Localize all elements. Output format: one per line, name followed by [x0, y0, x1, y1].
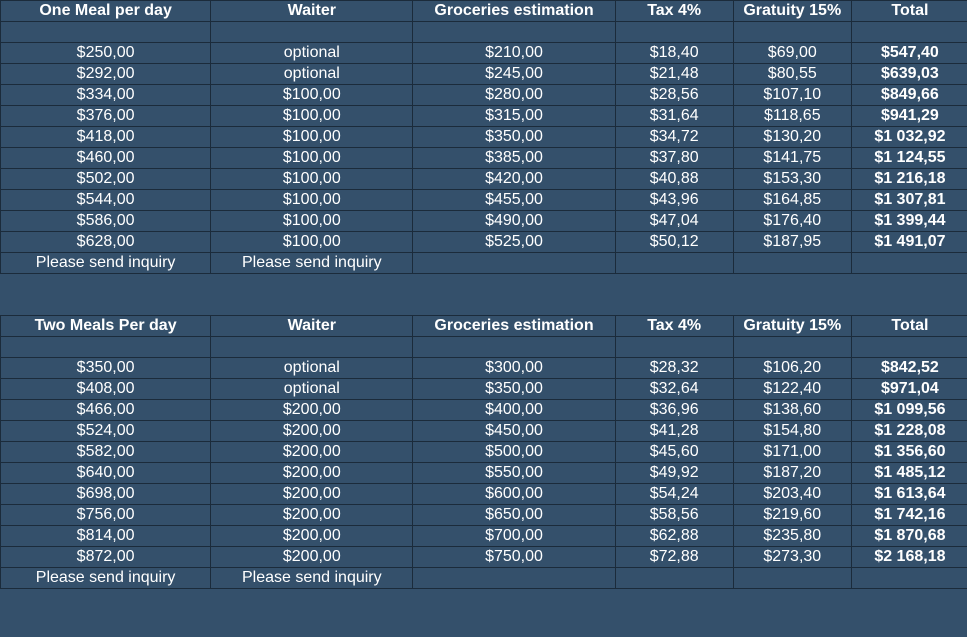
table-row: [1, 211, 967, 232]
table-row: [1, 379, 967, 400]
data-cell[interactable]: $544,00: [1, 190, 211, 211]
total-cell[interactable]: $1 742,16: [851, 505, 967, 526]
section-header-row: [1, 1, 967, 22]
data-cell[interactable]: $418,00: [1, 127, 211, 148]
data-cell[interactable]: optional: [211, 358, 413, 379]
empty-cell[interactable]: [413, 568, 615, 589]
data-cell[interactable]: optional: [211, 379, 413, 400]
data-cell[interactable]: $138,60: [733, 400, 851, 421]
data-cell[interactable]: $31,64: [615, 106, 733, 127]
data-cell[interactable]: $40,88: [615, 169, 733, 190]
data-cell[interactable]: optional: [211, 43, 413, 64]
spacer-row: [1, 274, 967, 316]
data-cell[interactable]: $43,96: [615, 190, 733, 211]
data-cell[interactable]: $450,00: [413, 421, 615, 442]
table-row: [1, 505, 967, 526]
total-cell[interactable]: $971,04: [851, 379, 967, 400]
column-header[interactable]: Gratuity 15%: [733, 316, 851, 337]
table-row: [1, 547, 967, 568]
column-header[interactable]: One Meal per day: [1, 1, 211, 22]
data-cell[interactable]: $600,00: [413, 484, 615, 505]
data-cell[interactable]: $100,00: [211, 169, 413, 190]
data-cell[interactable]: $164,85: [733, 190, 851, 211]
data-cell[interactable]: $420,00: [413, 169, 615, 190]
empty-cell[interactable]: [851, 568, 967, 589]
data-cell[interactable]: $154,80: [733, 421, 851, 442]
data-cell[interactable]: $200,00: [211, 484, 413, 505]
data-cell[interactable]: $350,00: [413, 127, 615, 148]
data-cell[interactable]: $250,00: [1, 43, 211, 64]
total-cell[interactable]: $1 228,08: [851, 421, 967, 442]
empty-cell[interactable]: [733, 253, 851, 274]
table-row: [1, 85, 967, 106]
table-row: [1, 64, 967, 85]
data-cell[interactable]: $100,00: [211, 85, 413, 106]
total-cell[interactable]: $1 307,81: [851, 190, 967, 211]
table-row: [1, 127, 967, 148]
spacer-cell: [1, 274, 967, 316]
table-row: [1, 358, 967, 379]
column-header[interactable]: Total: [851, 1, 967, 22]
empty-cell[interactable]: [1, 337, 211, 358]
data-cell[interactable]: $37,80: [615, 148, 733, 169]
total-cell[interactable]: $2 168,18: [851, 547, 967, 568]
data-cell[interactable]: $350,00: [413, 379, 615, 400]
empty-cell[interactable]: [851, 337, 967, 358]
data-cell[interactable]: $490,00: [413, 211, 615, 232]
table-row: [1, 148, 967, 169]
table-row: [1, 106, 967, 127]
data-cell[interactable]: $814,00: [1, 526, 211, 547]
total-cell[interactable]: $849,66: [851, 85, 967, 106]
data-cell[interactable]: $502,00: [1, 169, 211, 190]
data-cell[interactable]: $280,00: [413, 85, 615, 106]
data-cell[interactable]: $49,92: [615, 463, 733, 484]
total-cell[interactable]: $1 099,56: [851, 400, 967, 421]
empty-cell[interactable]: [615, 337, 733, 358]
data-cell[interactable]: $107,10: [733, 85, 851, 106]
total-cell[interactable]: $1 399,44: [851, 211, 967, 232]
total-cell[interactable]: $1 124,55: [851, 148, 967, 169]
data-cell[interactable]: $153,30: [733, 169, 851, 190]
data-cell[interactable]: $700,00: [413, 526, 615, 547]
data-cell[interactable]: $210,00: [413, 43, 615, 64]
empty-cell[interactable]: [211, 337, 413, 358]
total-cell[interactable]: $941,29: [851, 106, 967, 127]
data-cell[interactable]: $750,00: [413, 547, 615, 568]
table-row: [1, 421, 967, 442]
total-cell[interactable]: $639,03: [851, 64, 967, 85]
data-cell[interactable]: $34,72: [615, 127, 733, 148]
data-cell[interactable]: $350,00: [1, 358, 211, 379]
inquiry-row: [1, 253, 967, 274]
empty-cell[interactable]: [1, 22, 211, 43]
total-cell[interactable]: $1 613,64: [851, 484, 967, 505]
data-cell[interactable]: $54,24: [615, 484, 733, 505]
data-cell[interactable]: $100,00: [211, 148, 413, 169]
data-cell[interactable]: $41,28: [615, 421, 733, 442]
empty-cell[interactable]: [413, 337, 615, 358]
inquiry-row: [1, 568, 967, 589]
data-cell[interactable]: $235,80: [733, 526, 851, 547]
data-cell[interactable]: $45,60: [615, 442, 733, 463]
empty-cell[interactable]: [615, 253, 733, 274]
data-cell[interactable]: $756,00: [1, 505, 211, 526]
empty-cell[interactable]: [615, 22, 733, 43]
total-cell[interactable]: $547,40: [851, 43, 967, 64]
data-cell[interactable]: $628,00: [1, 232, 211, 253]
data-cell[interactable]: $466,00: [1, 400, 211, 421]
data-cell[interactable]: $408,00: [1, 379, 211, 400]
data-cell[interactable]: $187,95: [733, 232, 851, 253]
data-cell[interactable]: $21,48: [615, 64, 733, 85]
data-cell[interactable]: $200,00: [211, 547, 413, 568]
table-row: [1, 526, 967, 547]
data-cell[interactable]: $28,32: [615, 358, 733, 379]
column-header[interactable]: Groceries estimation: [413, 1, 615, 22]
data-cell[interactable]: $400,00: [413, 400, 615, 421]
column-header[interactable]: Total: [851, 316, 967, 337]
column-header[interactable]: Waiter: [211, 316, 413, 337]
data-cell[interactable]: $187,20: [733, 463, 851, 484]
data-cell[interactable]: $586,00: [1, 211, 211, 232]
data-cell[interactable]: $200,00: [211, 421, 413, 442]
column-header[interactable]: Tax 4%: [615, 1, 733, 22]
table-row: [1, 442, 967, 463]
data-cell[interactable]: $872,00: [1, 547, 211, 568]
empty-cell[interactable]: [851, 253, 967, 274]
data-cell[interactable]: $47,04: [615, 211, 733, 232]
data-cell[interactable]: optional: [211, 64, 413, 85]
inquiry-cell[interactable]: Please send inquiry: [211, 568, 413, 589]
data-cell[interactable]: $122,40: [733, 379, 851, 400]
empty-cell[interactable]: [733, 568, 851, 589]
empty-row: [1, 22, 967, 43]
data-cell[interactable]: $273,30: [733, 547, 851, 568]
table-row: [1, 232, 967, 253]
data-cell[interactable]: $219,60: [733, 505, 851, 526]
table-row: [1, 484, 967, 505]
empty-cell[interactable]: [615, 568, 733, 589]
data-cell[interactable]: $460,00: [1, 148, 211, 169]
data-cell[interactable]: $292,00: [1, 64, 211, 85]
empty-cell[interactable]: [733, 22, 851, 43]
data-cell[interactable]: $141,75: [733, 148, 851, 169]
data-cell[interactable]: $376,00: [1, 106, 211, 127]
data-cell[interactable]: $334,00: [1, 85, 211, 106]
empty-cell[interactable]: [851, 22, 967, 43]
empty-cell[interactable]: [413, 253, 615, 274]
data-cell[interactable]: $455,00: [413, 190, 615, 211]
data-cell[interactable]: $300,00: [413, 358, 615, 379]
column-header[interactable]: Two Meals Per day: [1, 316, 211, 337]
data-cell[interactable]: $72,88: [615, 547, 733, 568]
data-cell[interactable]: $18,40: [615, 43, 733, 64]
data-cell[interactable]: $130,20: [733, 127, 851, 148]
data-cell[interactable]: $118,65: [733, 106, 851, 127]
data-cell[interactable]: $640,00: [1, 463, 211, 484]
inquiry-cell[interactable]: Please send inquiry: [211, 253, 413, 274]
total-cell[interactable]: $842,52: [851, 358, 967, 379]
data-cell[interactable]: $200,00: [211, 505, 413, 526]
data-cell[interactable]: $200,00: [211, 400, 413, 421]
data-cell[interactable]: $100,00: [211, 211, 413, 232]
data-cell[interactable]: $32,64: [615, 379, 733, 400]
empty-cell[interactable]: [733, 337, 851, 358]
total-cell[interactable]: $1 356,60: [851, 442, 967, 463]
data-cell[interactable]: $524,00: [1, 421, 211, 442]
data-cell[interactable]: $80,55: [733, 64, 851, 85]
data-cell[interactable]: $100,00: [211, 106, 413, 127]
data-cell[interactable]: $100,00: [211, 190, 413, 211]
table-row: [1, 400, 967, 421]
data-cell[interactable]: $200,00: [211, 442, 413, 463]
column-header[interactable]: Gratuity 15%: [733, 1, 851, 22]
inquiry-cell[interactable]: Please send inquiry: [1, 568, 211, 589]
data-cell[interactable]: $69,00: [733, 43, 851, 64]
data-cell[interactable]: $200,00: [211, 526, 413, 547]
data-cell[interactable]: $50,12: [615, 232, 733, 253]
data-cell[interactable]: $28,56: [615, 85, 733, 106]
total-cell[interactable]: $1 216,18: [851, 169, 967, 190]
total-cell[interactable]: $1 485,12: [851, 463, 967, 484]
total-cell[interactable]: $1 491,07: [851, 232, 967, 253]
total-cell[interactable]: $1 032,92: [851, 127, 967, 148]
column-header[interactable]: Waiter: [211, 1, 413, 22]
data-cell[interactable]: $171,00: [733, 442, 851, 463]
data-cell[interactable]: $36,96: [615, 400, 733, 421]
data-cell[interactable]: $58,56: [615, 505, 733, 526]
data-cell[interactable]: $500,00: [413, 442, 615, 463]
table-row: [1, 169, 967, 190]
data-cell[interactable]: $582,00: [1, 442, 211, 463]
section-header-row: [1, 316, 967, 337]
data-cell[interactable]: $106,20: [733, 358, 851, 379]
data-cell[interactable]: $100,00: [211, 232, 413, 253]
data-cell[interactable]: $525,00: [413, 232, 615, 253]
total-cell[interactable]: $1 870,68: [851, 526, 967, 547]
data-cell[interactable]: $176,40: [733, 211, 851, 232]
data-cell[interactable]: $245,00: [413, 64, 615, 85]
empty-row: [1, 337, 967, 358]
data-cell[interactable]: $550,00: [413, 463, 615, 484]
table-row: [1, 190, 967, 211]
column-header[interactable]: Groceries estimation: [413, 316, 615, 337]
data-cell[interactable]: $200,00: [211, 463, 413, 484]
data-cell[interactable]: $315,00: [413, 106, 615, 127]
empty-cell[interactable]: [211, 22, 413, 43]
data-cell[interactable]: $62,88: [615, 526, 733, 547]
data-cell[interactable]: $385,00: [413, 148, 615, 169]
data-cell[interactable]: $203,40: [733, 484, 851, 505]
data-cell[interactable]: $650,00: [413, 505, 615, 526]
column-header[interactable]: Tax 4%: [615, 316, 733, 337]
table-row: [1, 463, 967, 484]
inquiry-cell[interactable]: Please send inquiry: [1, 253, 211, 274]
empty-cell[interactable]: [413, 22, 615, 43]
data-cell[interactable]: $698,00: [1, 484, 211, 505]
table-row: [1, 43, 967, 64]
data-cell[interactable]: $100,00: [211, 127, 413, 148]
